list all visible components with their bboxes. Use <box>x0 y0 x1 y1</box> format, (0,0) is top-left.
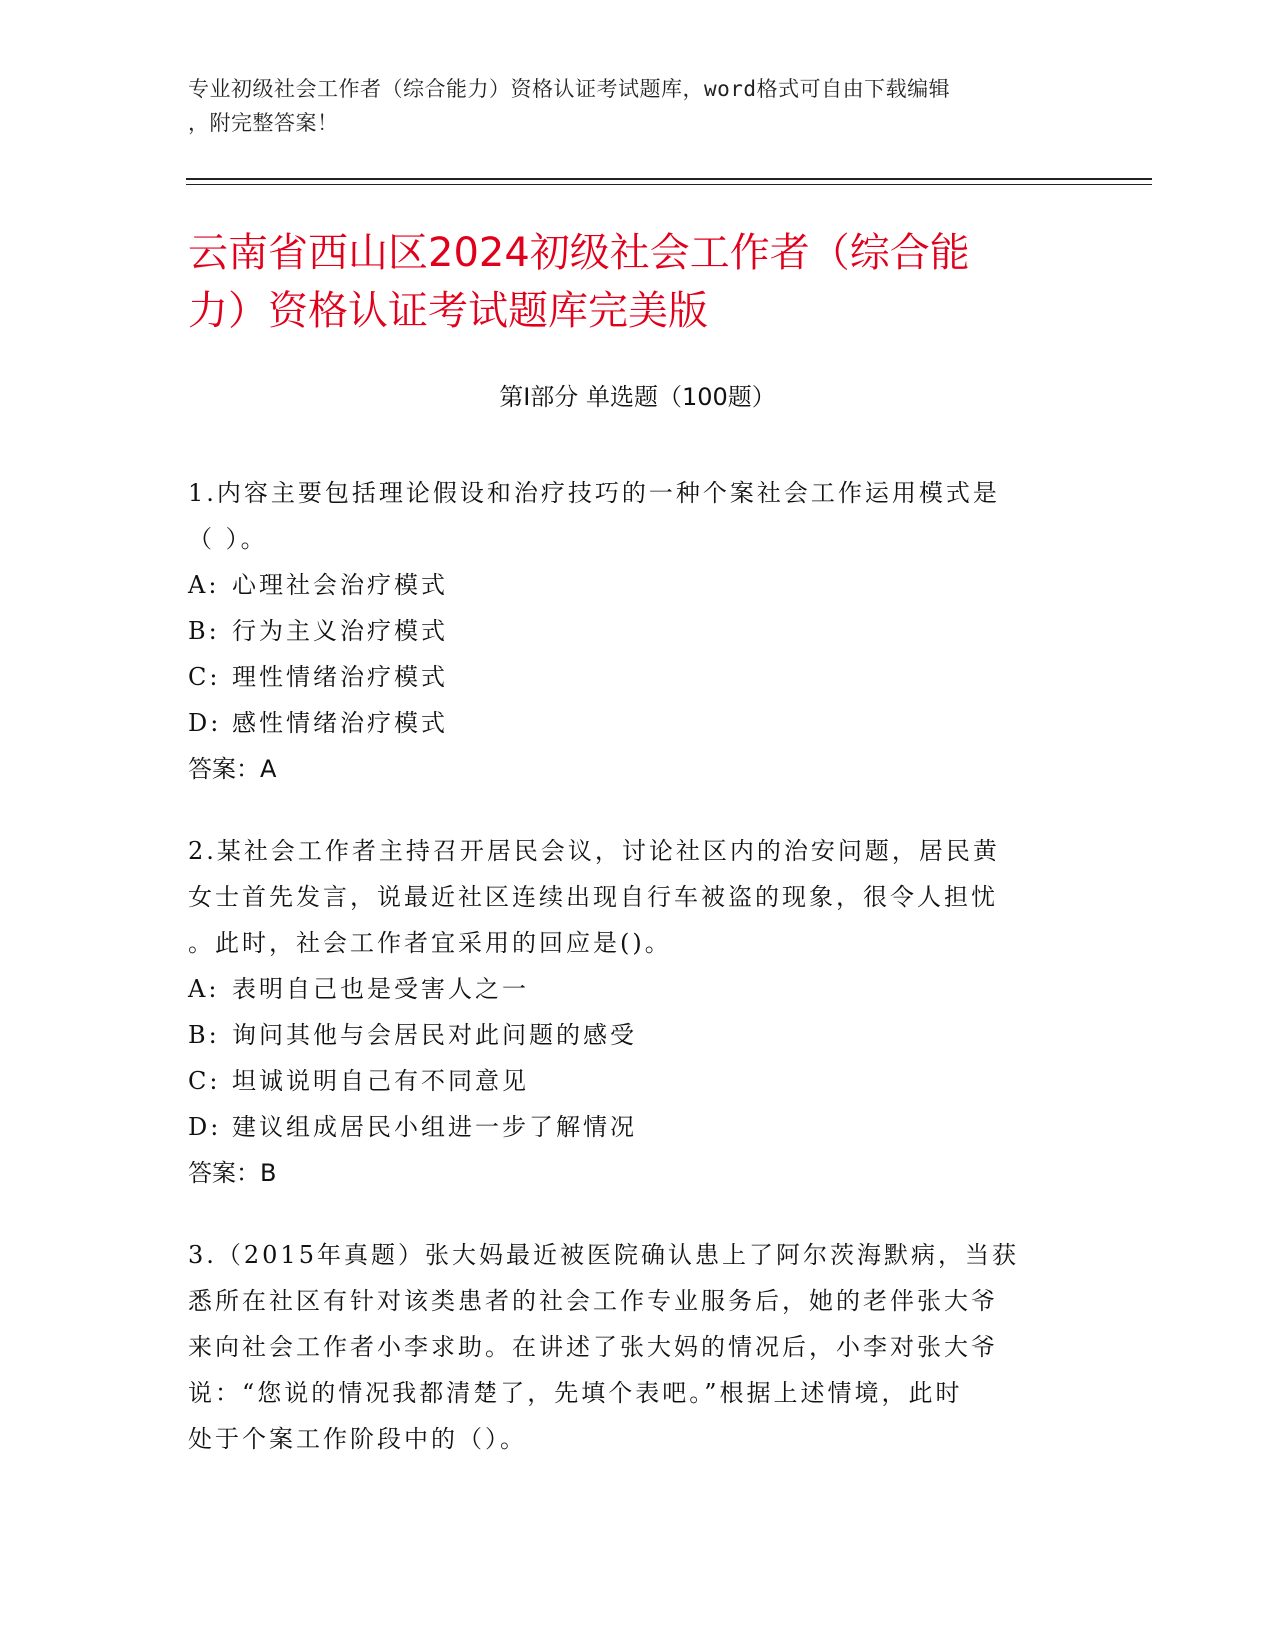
option-key: D: <box>188 1113 222 1141</box>
section-heading: 第Ⅰ部分 单选题（100题） <box>499 383 776 411</box>
question-2 <box>188 828 1068 1196</box>
question-2-stem-line-3: 。此时，社会工作者宜采用的回应是()。 <box>188 929 672 957</box>
question-list <box>188 470 1068 1498</box>
question-2-answer: 答案：B <box>188 1159 277 1187</box>
document-title <box>188 224 1108 340</box>
question-2-option-b <box>188 1012 1068 1058</box>
question-2-stem-line-2: 女士首先发言，说最近社区连续出现自行车被盗的现象，很令人担忧 <box>188 883 998 911</box>
question-1-option-d <box>188 700 1068 746</box>
question-3-stem-line-2: 悉所在社区有针对该类患者的社会工作专业服务后，她的老伴张大爷 <box>188 1287 998 1315</box>
option-key: A: <box>188 975 220 1003</box>
option-key: C: <box>188 663 221 691</box>
question-1-stem-line-1: 1.内容主要包括理论假设和治疗技巧的一种个案社会工作运用模式是 <box>188 479 1000 507</box>
option-text: 询问其他与会居民对此问题的感受 <box>232 1021 637 1049</box>
header-note-line-2: ，附完整答案！ <box>188 111 339 135</box>
option-text: 感性情绪治疗模式 <box>232 709 448 737</box>
option-key: B: <box>188 617 220 645</box>
question-3-stem-line-4: 说：“您说的情况我都清楚了，先填个表吧。”根据上述情境，此时 <box>188 1379 963 1407</box>
question-2-option-d <box>188 1104 1068 1150</box>
question-2-stem-line-1: 2.某社会工作者主持召开居民会议，讨论社区内的治安问题，居民黄 <box>188 837 1000 865</box>
document-title-line-2: 力）资格认证考试题库完美版 <box>188 288 708 334</box>
header-note <box>188 72 1068 140</box>
option-text: 坦诚说明自己有不同意见 <box>232 1067 529 1095</box>
question-3 <box>188 1232 1068 1462</box>
option-text: 表明自己也是受害人之一 <box>232 975 529 1003</box>
question-1-option-b <box>188 608 1068 654</box>
header-divider-thin <box>186 184 1152 185</box>
question-1-answer: 答案：A <box>188 755 277 783</box>
option-text: 心理社会治疗模式 <box>232 571 448 599</box>
document-title-line-1: 云南省西山区2024初级社会工作者（综合能 <box>188 230 970 276</box>
question-3-stem-line-5: 处于个案工作阶段中的（）。 <box>188 1425 527 1453</box>
question-2-option-c <box>188 1058 1068 1104</box>
question-1-option-c <box>188 654 1068 700</box>
question-2-option-a <box>188 966 1068 1012</box>
question-1-option-a <box>188 562 1068 608</box>
header-note-line-1: 专业初级社会工作者（综合能力）资格认证考试题库，word格式可自由下载编辑 <box>188 77 951 101</box>
option-text: 建议组成居民小组进一步了解情况 <box>232 1113 637 1141</box>
option-key: A: <box>188 571 220 599</box>
option-key: B: <box>188 1021 220 1049</box>
question-3-stem-line-3: 来向社会工作者小李求助。在讲述了张大妈的情况后，小李对张大爷 <box>188 1333 998 1361</box>
question-1-stem-line-2: （ ）。 <box>188 525 268 553</box>
option-key: C: <box>188 1067 221 1095</box>
question-3-stem-line-1: 3.（2015年真题）张大妈最近被医院确认患上了阿尔茨海默病，当获 <box>188 1241 1019 1269</box>
option-text: 理性情绪治疗模式 <box>232 663 448 691</box>
header-divider-thick <box>186 178 1152 180</box>
option-key: D: <box>188 709 222 737</box>
question-1 <box>188 470 1068 792</box>
option-text: 行为主义治疗模式 <box>232 617 448 645</box>
